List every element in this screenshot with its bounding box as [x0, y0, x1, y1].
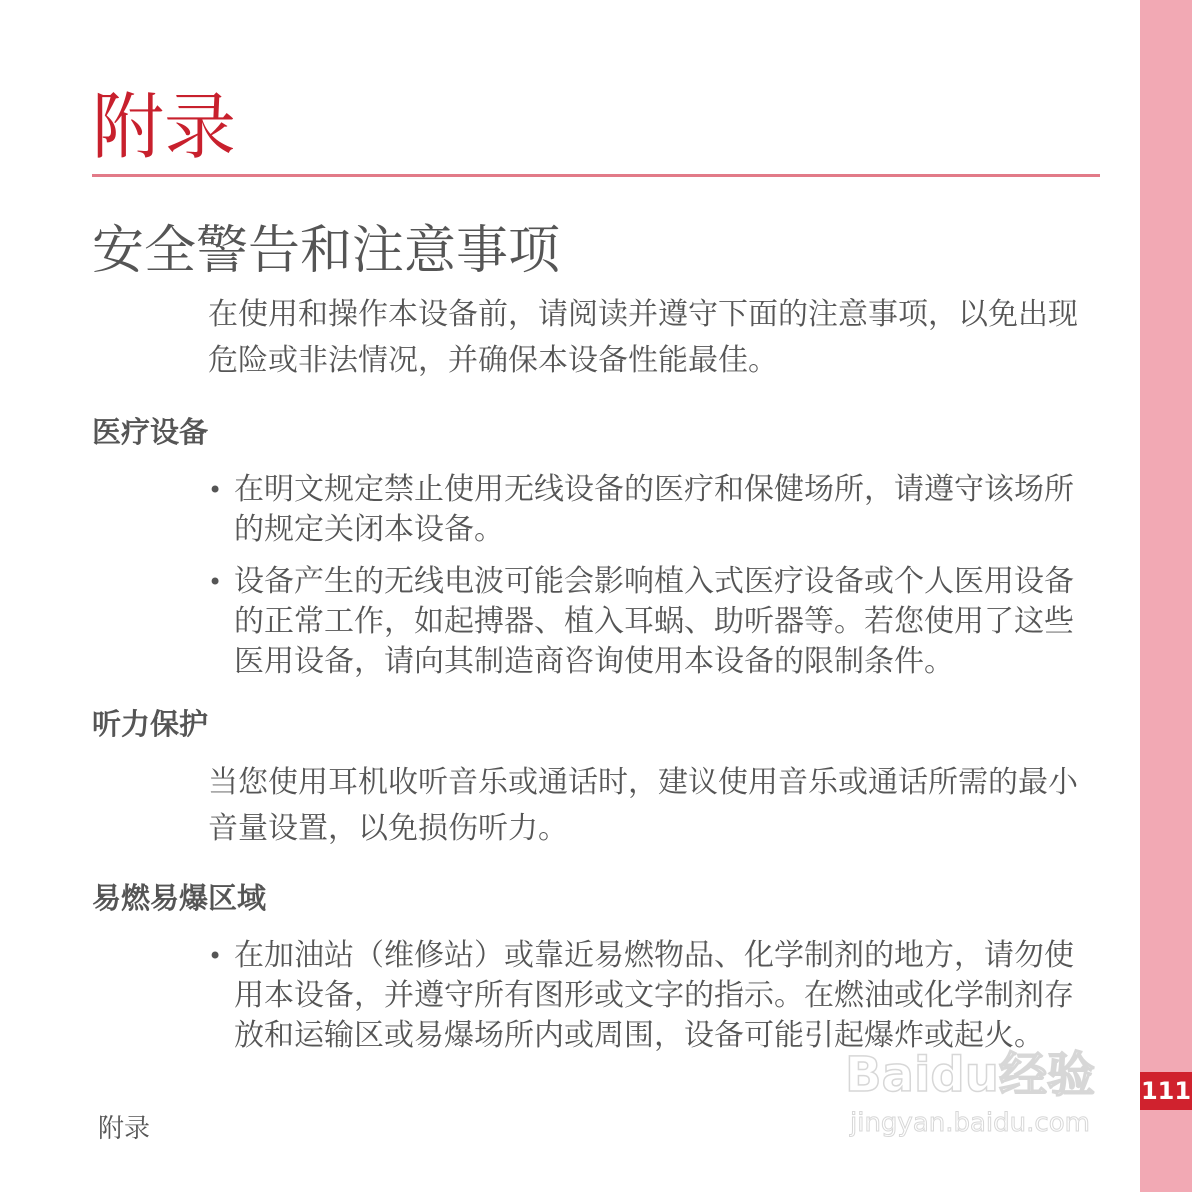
bullet-icon: • [208, 942, 223, 970]
baidu-watermark [845, 1045, 1125, 1145]
footer-chapter-label: 附录 [98, 1114, 151, 1144]
chapter-title: 附录 [92, 85, 237, 169]
list-item [208, 936, 1103, 1056]
list-item [208, 562, 1103, 682]
bullet-text: 在明文规定禁止使用无线设备的医疗和保健场所，请遵守该场所的规定关闭本设备。 [234, 472, 1074, 547]
hearing-paragraph: 当您使用耳机收听音乐或通话时，建议使用音乐或通话所需的最小音量设置，以免损伤听力。 [208, 765, 1078, 846]
watermark-logo: Baidu经验 [845, 1047, 1095, 1103]
bullet-icon: • [208, 568, 223, 596]
section-title: 安全警告和注意事项 [92, 221, 561, 281]
subheading-explosive: 易燃易爆区域 [92, 881, 267, 915]
bullet-text: 设备产生的无线电波可能会影响植入式医疗设备或个人医用设备的正常工作，如起搏器、植入耳蜗、助听器等。若您使用了这些医用设备，请向其制造商咨询使用本设备的限制条件。 [234, 564, 1074, 679]
subheading-hearing: 听力保护 [92, 707, 209, 741]
page-number-badge: 111 [1140, 1072, 1192, 1110]
watermark-url: jingyan.baidu.com [850, 1108, 1090, 1138]
list-item [208, 470, 1103, 550]
intro-paragraph: 在使用和操作本设备前，请阅读并遵守下面的注意事项，以免出现危险或非法情况，并确保本设备性能最佳。 [208, 297, 1078, 378]
bullet-icon: • [208, 476, 223, 504]
side-color-band [1140, 0, 1192, 1192]
title-divider [92, 174, 1100, 177]
bullet-text: 在加油站（维修站）或靠近易燃物品、化学制剂的地方，请勿使用本设备，并遵守所有图形或文字的指示。在燃油或化学制剂存放和运输区或易爆场所内或周围，设备可能引起爆炸或起火。 [234, 938, 1074, 1053]
subheading-medical: 医疗设备 [92, 415, 209, 449]
